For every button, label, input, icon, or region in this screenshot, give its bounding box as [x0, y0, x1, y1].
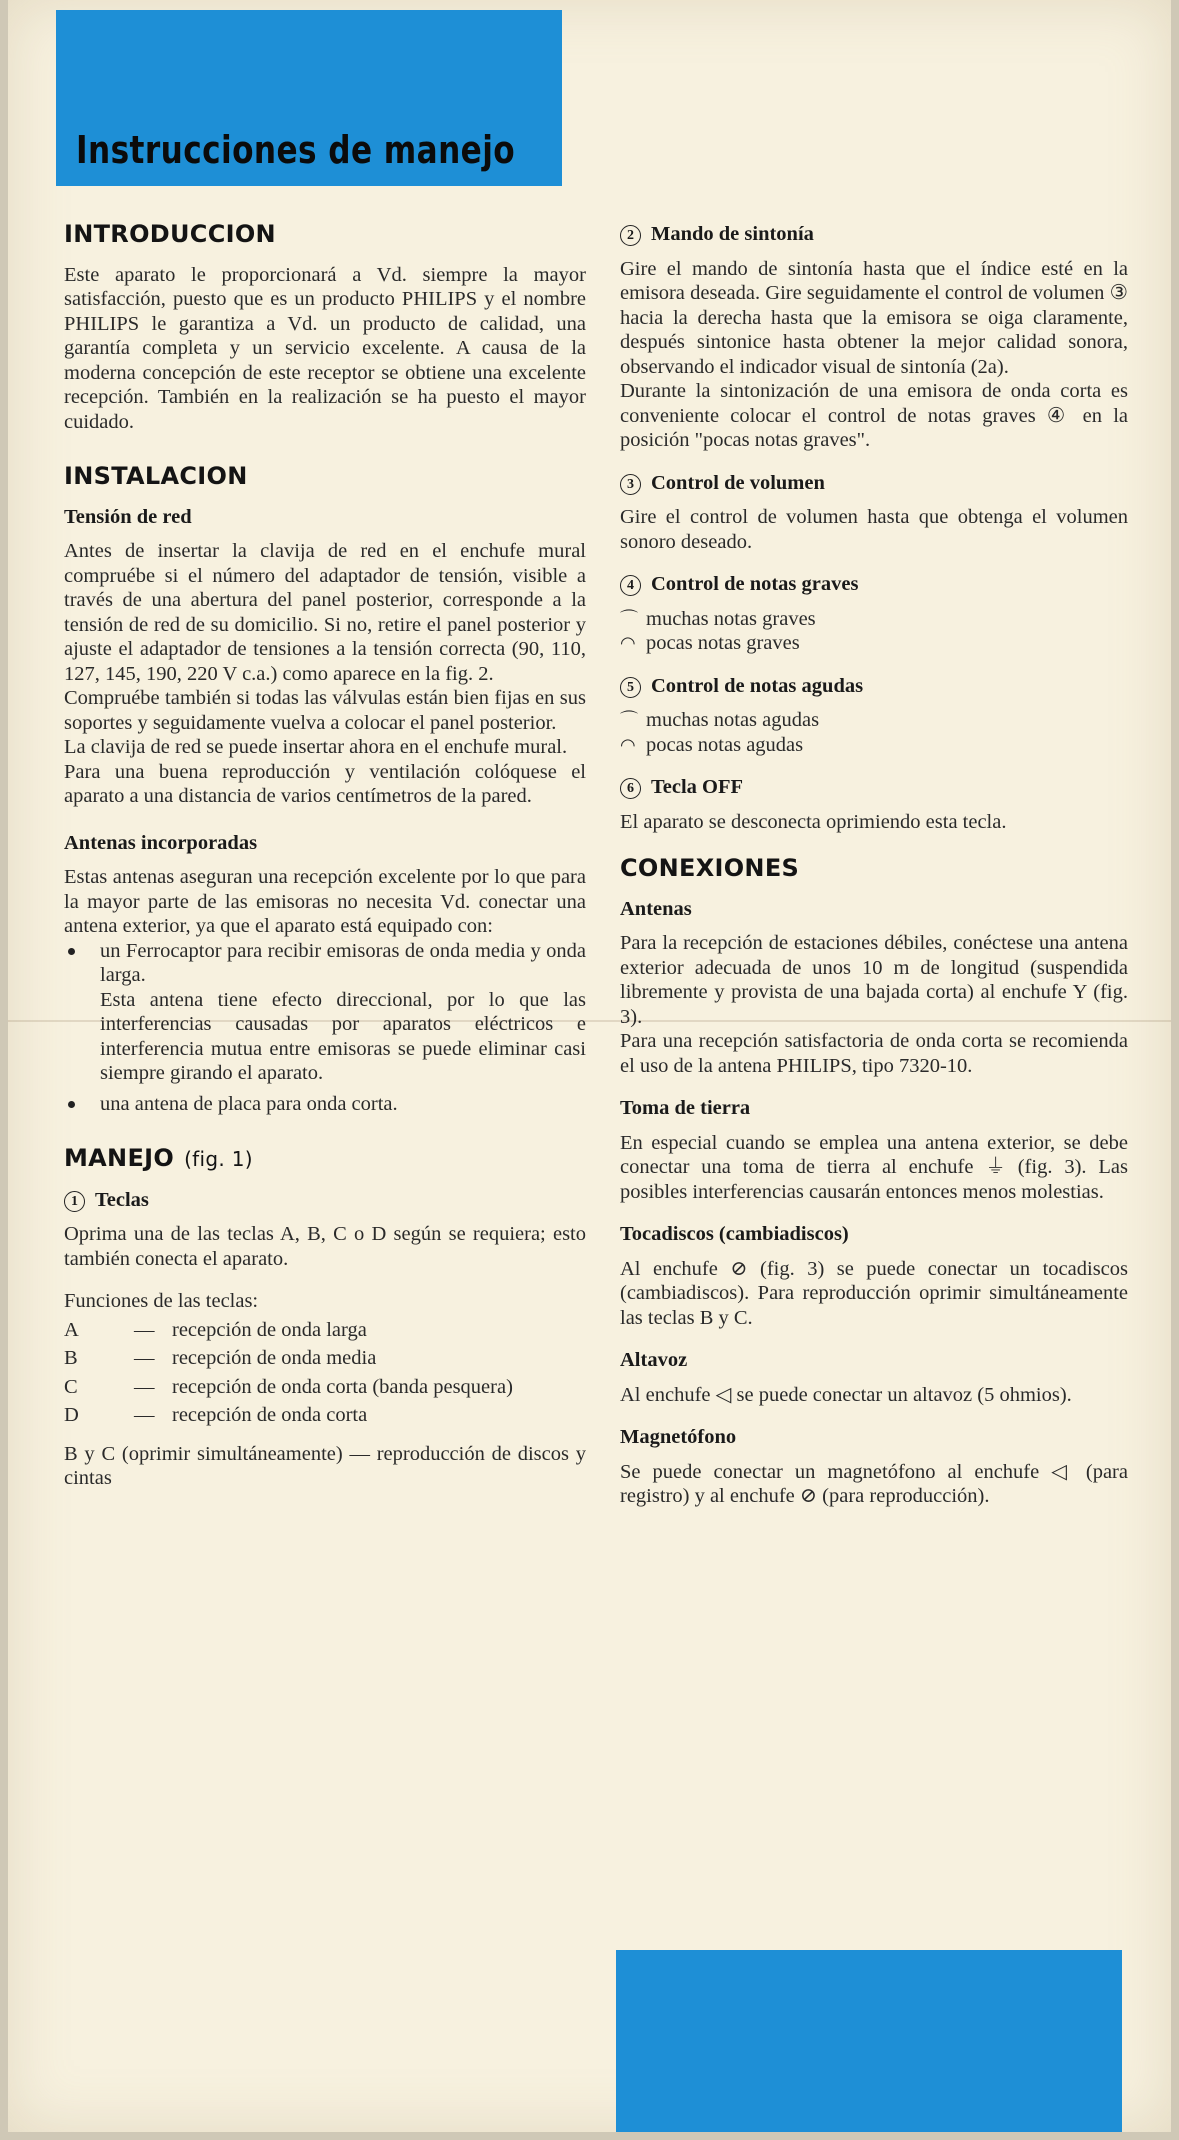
key-dash: —	[134, 1347, 155, 1369]
key-letter: C	[64, 1375, 78, 1398]
section-heading-instalacion: INSTALACION	[64, 462, 248, 490]
sintonia-text: Gire el mando de sintonía hasta que el índice esté en la emisora deseada. Gire seguidamente el control de volumen ③ hacia la derecha hasta que la emisora se oiga claramente, después sintonice hasta obtener la mejor calidad sonora, observando el indicador visual de sintonía (2a).	[620, 257, 1128, 378]
table-row	[64, 1318, 586, 1347]
key-description: recepción de onda corta (banda pesquera)	[172, 1375, 513, 1398]
page-title: Instrucciones de manejo	[76, 128, 516, 172]
key-letter: A	[64, 1318, 79, 1341]
table-row	[64, 1403, 586, 1432]
bottom-blue-block	[616, 1950, 1122, 2132]
heading-sintonia	[620, 222, 1128, 247]
list-item	[620, 708, 1128, 733]
agudas-item-1: muchas notas agudas	[646, 709, 820, 731]
teclas-heading-text: Teclas	[95, 1188, 149, 1211]
volumen-text: Gire el control de volumen hasta que obtenga el volumen sonoro deseado.	[620, 506, 1128, 553]
bullet-ferrocaptor-more: Esta antena tiene efecto direccional, por lo que las interferencias causadas por aparatos eléctricos e interferencia mutua entre emisoras se puede eliminar casi siempre girando el aparato.	[100, 988, 586, 1084]
section-heading-introduccion: INTRODUCCION	[64, 220, 276, 248]
heading-volumen	[620, 471, 1128, 496]
agudas-heading-text: Control de notas agudas	[651, 674, 864, 697]
heading-tecla-off	[620, 775, 1128, 800]
key-dash: —	[134, 1375, 155, 1398]
bullet-ferrocaptor	[64, 939, 586, 1086]
key-dash: —	[134, 1318, 155, 1341]
teclas-footer: B y C (oprimir simultáneamente) — reproducción de discos y cintas	[64, 1442, 586, 1489]
volumen-heading-text: Control de volumen	[651, 471, 825, 494]
teclas-text: Oprima una de las teclas A, B, C o D según se requiera; esto también conecta el aparato.	[64, 1223, 586, 1270]
arc-down-icon: ◠	[620, 633, 636, 653]
section-heading-conexiones: CONEXIONES	[620, 854, 800, 882]
tension-text: Antes de insertar la clavija de red en el enchufe mural compruébe si el número del adaptador de tensión, visible a través de una abertura del panel posterior, corresponde a la tensión de red de su domicilio. Si no, retire el panel posterior y ajuste el adaptador de tensiones a la tensión correcta (90, 110, 127, 145, 190, 220 V c.a.) como aparece en la fig. 2.	[64, 540, 586, 685]
sintonia-text-2: Durante la sintonización de una emisora de onda corta es conveniente colocar el control de notas graves ④ en la posición "pocas notas graves".	[620, 380, 1128, 451]
subheading-tierra: Toma de tierra	[620, 1097, 751, 1119]
arc-up-icon: ⌒	[620, 710, 638, 730]
subheading-antenas-incorporadas: Antenas incorporadas	[64, 831, 258, 854]
circled-number-6: 6	[620, 778, 641, 799]
graves-item-2: pocas notas graves	[646, 632, 800, 654]
key-description: recepción de onda media	[172, 1347, 377, 1369]
table-row	[64, 1346, 586, 1375]
antenas-text-2: Para una recepción satisfactoria de onda corta se recomienda el uso de la antena PHILIPS, tipo 7320-10.	[620, 1030, 1128, 1077]
agudas-item-2: pocas notas agudas	[646, 733, 804, 756]
right-column	[620, 222, 1128, 1527]
introduccion-text: Este aparato le proporcionará a Vd. siempre la mayor satisfacción, puesto que es un producto PHILIPS y el nombre PHILIPS le garantiza a Vd. un producto de calidad, una garantía completa y un servicio excelente. A causa de la moderna concepción de este receptor se obtiene una excelente recepción. También en la realización se ha puesto el mayor cuidado.	[64, 263, 586, 433]
title-banner	[56, 10, 562, 186]
heading-graves	[620, 572, 1128, 597]
arc-up-icon: ⌒	[620, 608, 638, 629]
subheading-antenas: Antenas	[620, 897, 692, 920]
bullet-antena-placa-text: una antena de placa para onda corta.	[100, 1092, 398, 1115]
circled-number-4: 4	[620, 575, 641, 596]
tension-text-2: Compruébe también si todas las válvulas están bien fijas en sus soportes y seguidamente vuelva a colocar el panel posterior.	[64, 687, 586, 734]
circled-number-3: 3	[620, 474, 641, 495]
subheading-tocadiscos: Tocadiscos (cambiadiscos)	[620, 1223, 849, 1245]
circled-number-2: 2	[620, 225, 641, 246]
manejo-heading-text: MANEJO	[64, 1144, 175, 1172]
heading-teclas	[64, 1188, 586, 1213]
key-functions-table	[64, 1318, 586, 1432]
bullet-ferrocaptor-text: un Ferrocaptor para recibir emisoras de onda media y onda larga.	[100, 939, 586, 986]
circled-number-5: 5	[620, 677, 641, 698]
funciones-label: Funciones de las teclas:	[64, 1290, 259, 1312]
altavoz-text: Al enchufe ◁ se puede conectar un altavoz (5 ohmios).	[620, 1383, 1072, 1406]
tocadiscos-text: Al enchufe ⊘ (fig. 3) se puede conectar un tocadiscos (cambiadiscos). Para reproducción oprimir simultáneamente las teclas B y C.	[620, 1257, 1128, 1329]
subheading-magnetofono: Magnetófono	[620, 1426, 737, 1448]
antenas-incorporadas-text: Estas antenas aseguran una recepción excelente por lo que para la mayor parte de las emisoras no necesita Vd. conectar una antena exterior, ya que el aparato está equipado con:	[64, 866, 586, 937]
tension-text-3: La clavija de red se puede insertar ahora en el enchufe mural.	[64, 736, 568, 758]
bullet-antena-placa	[64, 1092, 586, 1117]
antenas-bullet-list	[64, 939, 586, 1117]
circled-number-1: 1	[64, 1191, 85, 1212]
tierra-text: En especial cuando se emplea una antena exterior, se debe conectar una toma de tierra al enchufe ⏚ (fig. 3). Las posibles interferencias causarán entonces menos molestias.	[620, 1131, 1128, 1203]
graves-item-1: muchas notas graves	[646, 607, 816, 630]
list-item	[620, 631, 1128, 656]
graves-heading-text: Control de notas graves	[651, 573, 859, 595]
agudas-list	[620, 708, 1128, 757]
tecla-off-heading-text: Tecla OFF	[651, 776, 744, 798]
section-heading-manejo	[64, 1146, 586, 1172]
instruction-sheet	[8, 0, 1171, 2132]
key-description: recepción de onda corta	[172, 1404, 368, 1426]
graves-list	[620, 607, 1128, 656]
magnetofono-text: Se puede conectar un magnetófono al enchufe ◁ (para registro) y al enchufe ⊘ (para reproducción).	[620, 1460, 1128, 1507]
antenas-text: Para la recepción de estaciones débiles, conéctese una antena exterior adecuada de unos 10 m de longitud (suspendida libremente y provista de una bajada corta) al enchufe Y (fig. 3).	[620, 932, 1128, 1028]
subheading-tension: Tensión de red	[64, 505, 192, 528]
key-letter: D	[64, 1404, 79, 1426]
left-column	[64, 222, 586, 1491]
key-dash: —	[134, 1404, 155, 1426]
list-item	[620, 733, 1128, 758]
key-letter: B	[64, 1347, 78, 1369]
key-description: recepción de onda larga	[172, 1318, 367, 1341]
subheading-altavoz: Altavoz	[620, 1349, 688, 1371]
list-item	[620, 607, 1128, 632]
sintonia-heading-text: Mando de sintonía	[651, 223, 814, 245]
heading-agudas	[620, 674, 1128, 699]
manejo-fig-ref: (fig. 1)	[184, 1147, 253, 1171]
tension-text-4: Para una buena reproducción y ventilación colóquese el aparato a una distancia de varios centímetros de la pared.	[64, 760, 586, 807]
table-row	[64, 1375, 586, 1404]
arc-down-icon: ◠	[620, 734, 636, 755]
tecla-off-text: El aparato se desconecta oprimiendo esta tecla.	[620, 810, 1007, 833]
